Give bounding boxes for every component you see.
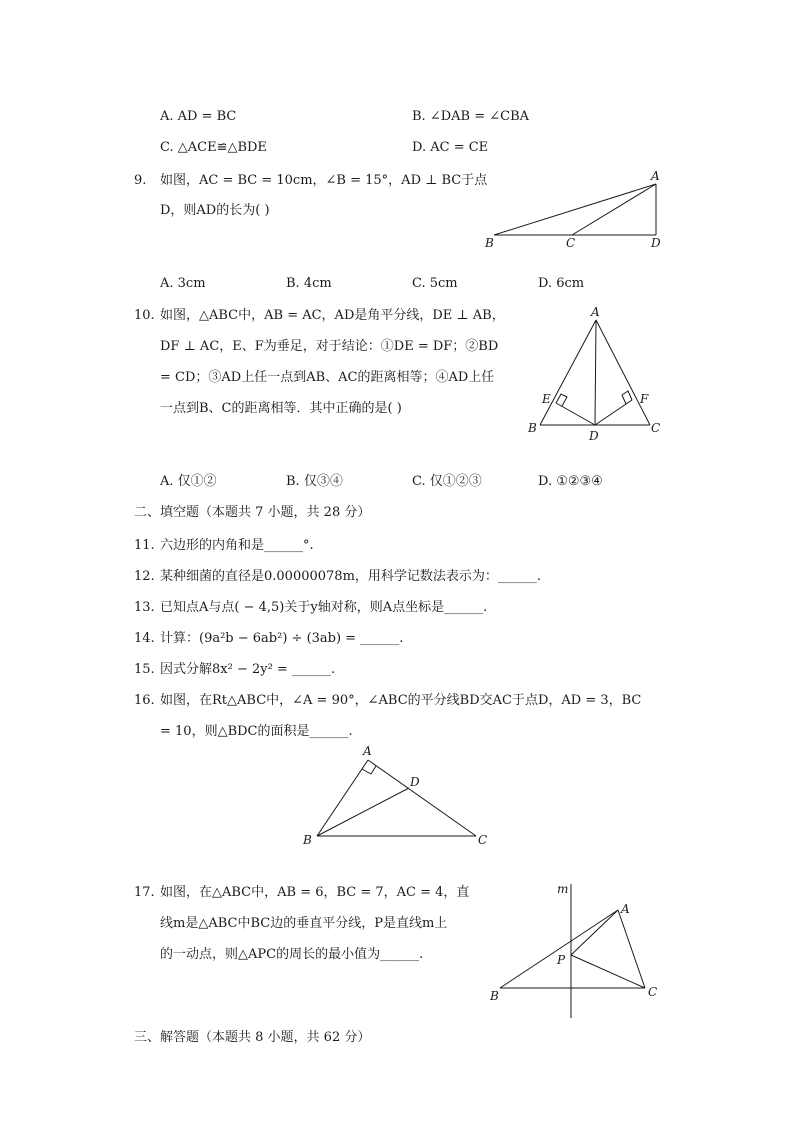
q17-label-c: C: [648, 985, 658, 999]
q17-segment-ac: [618, 910, 645, 988]
q17-label-b: B: [490, 989, 499, 1003]
q10-label-d: D: [589, 429, 599, 443]
q10-line-2: DF ⊥ AC，E、F为垂足，对于结论：①DE = DF；②BD: [160, 339, 499, 354]
q10-label-e: E: [542, 392, 551, 406]
q16-label-b: B: [303, 833, 312, 847]
q11-text: 六边形的内角和是______°.: [160, 538, 314, 553]
section-2-heading: 二、填空题（本题共 7 小题，共 28 分）: [134, 505, 371, 520]
q11-number: 11.: [134, 538, 155, 553]
q16-label-d: D: [410, 775, 420, 789]
q16-figure: [296, 742, 496, 852]
q9-label-a: A: [651, 169, 660, 183]
q9-label-b: B: [485, 236, 494, 250]
q9-option-c: C. 5cm: [412, 276, 458, 291]
q9-option-d: D. 6cm: [538, 276, 585, 291]
q17-label-a: A: [621, 902, 630, 916]
q10-label-b: B: [528, 421, 537, 435]
q9-segment-ca: [572, 184, 656, 235]
q16-right-angle-a: [362, 766, 376, 774]
q17-line-3: 的一动点，则△APC的周长的最小值为______.: [160, 947, 424, 962]
q9-number: 9.: [134, 173, 147, 188]
q10-option-b: B. 仅③④: [286, 474, 343, 489]
q9-label-c: C: [566, 236, 576, 250]
q12-text: 某种细菌的直径是0.00000078m，用科学记数法表示为：______.: [160, 569, 542, 584]
q16-segment-ab: [317, 760, 368, 836]
q14-number: 14.: [134, 631, 155, 646]
q10-segment-df: [595, 400, 632, 425]
q10-figure: [524, 302, 674, 447]
q9-option-b: B. 4cm: [286, 276, 332, 291]
q13-number: 13.: [134, 600, 155, 615]
q17-segment-ab: [500, 910, 618, 988]
q8-option-c: C. △ACE≌△BDE: [160, 140, 267, 155]
q10-line-3: = CD；③AD上任一点到AB、AC的距离相等；④AD上任: [160, 370, 495, 385]
q16-segment-bd: [317, 788, 409, 836]
q9-line-2: D，则AD的长为( ): [160, 203, 270, 218]
q10-option-d: D. ①②③④: [538, 474, 603, 489]
q17-label-p: P: [557, 953, 566, 967]
section-3-heading: 三、解答题（本题共 8 小题，共 62 分）: [134, 1030, 371, 1045]
q8-option-d: D. AC = CE: [412, 140, 489, 155]
q8-option-a: A. AD = BC: [160, 109, 237, 124]
q8-option-b: B. ∠DAB = ∠CBA: [412, 109, 530, 124]
q15-number: 15.: [134, 662, 155, 677]
q10-line-1: 如图，△ABC中，AB = AC，AD是角平分线，DE ⊥ AB，: [160, 308, 505, 323]
q17-segment-pa: [571, 910, 618, 955]
q16-number: 16.: [134, 693, 155, 708]
q9-option-a: A. 3cm: [160, 276, 206, 291]
q9-line-1: 如图，AC = BC = 10cm，∠B = 15°，AD ⊥ BC于点: [160, 173, 488, 188]
q10-right-angle-f: [622, 391, 632, 404]
q9-label-d: D: [651, 236, 661, 250]
q10-label-a: A: [591, 305, 600, 319]
q9-segment-ba: [494, 184, 656, 235]
q13-text: 已知点A与点( − 4,5)关于y轴对称，则A点坐标是______.: [160, 600, 488, 615]
q10-option-a: A. 仅①②: [160, 474, 217, 489]
q16-segment-ac: [368, 760, 476, 836]
q14-text: 计算：(9a²b − 6ab²) ÷ (3ab) = ______.: [160, 631, 404, 646]
q9-figure: [478, 168, 678, 254]
q10-line-4: 一点到B、C的距离相等．其中正确的是( ): [160, 401, 402, 416]
q16-label-a: A: [363, 744, 372, 758]
q17-line-2: 线m是△ABC中BC边的垂直平分线，P是直线m上: [160, 916, 448, 931]
q10-label-f: F: [640, 392, 649, 406]
q10-label-c: C: [651, 421, 661, 435]
q10-option-c: C. 仅①②③: [412, 474, 482, 489]
q17-number: 17.: [134, 885, 155, 900]
q10-segment-de: [556, 403, 595, 425]
q17-line-1: 如图，在△ABC中，AB = 6，BC = 7，AC = 4，直: [160, 885, 470, 900]
q17-segment-pc: [571, 955, 645, 988]
q12-number: 12.: [134, 569, 155, 584]
q10-segment-ad: [595, 320, 596, 425]
q17-figure: [480, 878, 670, 1023]
q16-label-c: C: [478, 833, 488, 847]
q10-segment-ac: [596, 320, 650, 425]
q10-number: 10.: [134, 308, 155, 323]
q16-line-1: 如图，在Rt△ABC中，∠A = 90°，∠ABC的平分线BD交AC于点D，AD = 3，BC: [160, 693, 642, 708]
q15-text: 因式分解8x² − 2y² = ______.: [160, 662, 336, 677]
q16-line-2: = 10，则△BDC的面积是______.: [160, 724, 353, 739]
q17-label-m: m: [557, 882, 569, 896]
